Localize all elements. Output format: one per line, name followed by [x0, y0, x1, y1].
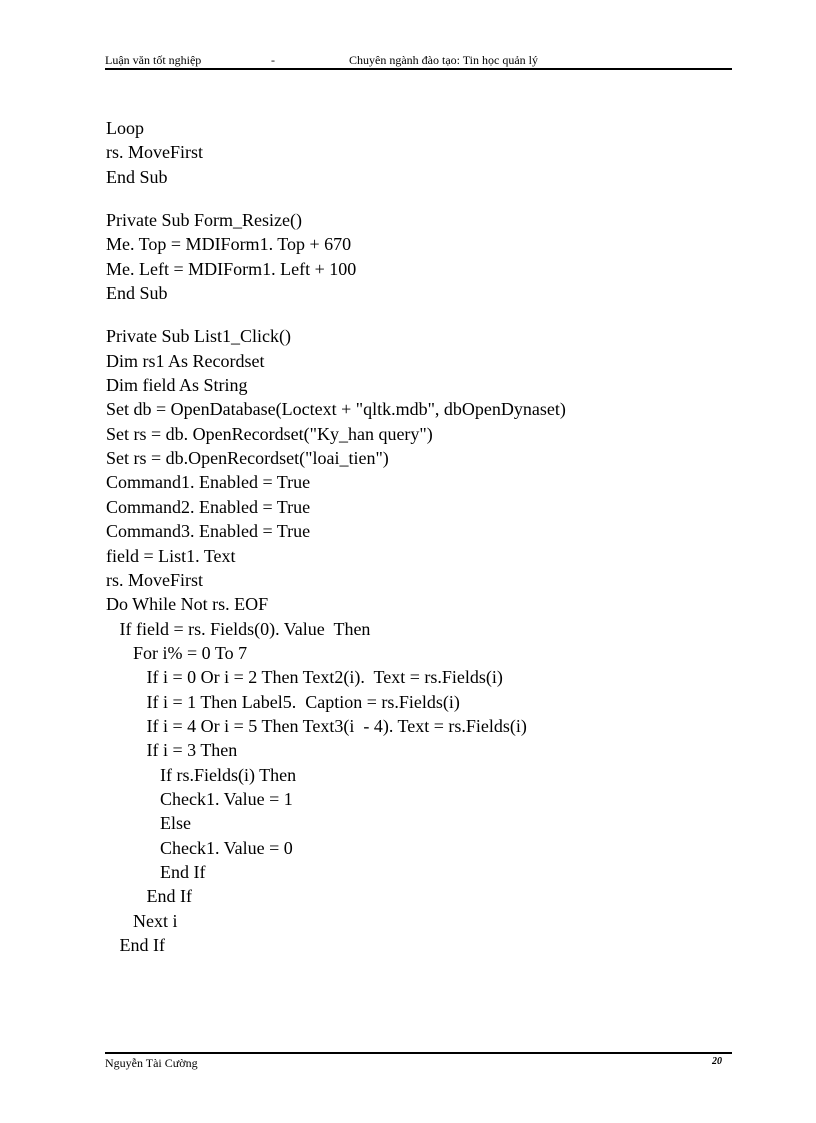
code-line: Do While Not rs. EOF: [106, 594, 269, 615]
code-line: If rs.Fields(i) Then: [106, 764, 297, 785]
page-number: 20: [712, 1056, 722, 1067]
header-separator: -: [271, 53, 275, 67]
code-line: End If: [106, 861, 206, 882]
header-rule: [105, 68, 732, 70]
code-line: Set rs = db. OpenRecordset("Ky_han query"): [106, 423, 433, 444]
code-line: Command3. Enabled = True: [106, 521, 311, 542]
block-gap: [106, 189, 746, 208]
code-line: Dim field As String: [106, 375, 248, 396]
code-line: Loop: [106, 118, 144, 138]
code-line: rs. MoveFirst: [106, 142, 204, 163]
code-line: Me. Left = MDIForm1. Left + 100: [106, 258, 357, 279]
footer-rule: [105, 1052, 732, 1054]
code-line: Private Sub Form_Resize(): [106, 210, 302, 231]
code-line: Next i: [106, 910, 178, 931]
code-line: Set rs = db.OpenRecordset("loai_tien"): [106, 448, 389, 469]
header-thesis-label: Luận văn tốt nghiệp: [105, 53, 202, 67]
code-line: For i% = 0 To 7: [106, 642, 248, 663]
code-line: End If: [106, 886, 192, 907]
code-line: Command2. Enabled = True: [106, 496, 311, 517]
header-major-label: Chuyên ngành đào tạo: Tin học quản lý: [349, 53, 538, 67]
code-line: If i = 3 Then: [106, 740, 238, 761]
code-line: Check1. Value = 1: [106, 788, 293, 809]
page-header: [105, 53, 732, 69]
code-line: Me. Top = MDIForm1. Top + 670: [106, 234, 352, 255]
code-line: Else: [106, 813, 191, 834]
code-line: If i = 4 Or i = 5 Then Text3(i - 4). Text = rs.Fields(i): [106, 715, 527, 736]
code-line: Set db = OpenDatabase(Loctext + "qltk.mdb", dbOpenDynaset): [106, 399, 566, 420]
code-line: Command1. Enabled = True: [106, 472, 311, 493]
code-line: Dim rs1 As Recordset: [106, 350, 265, 371]
code-line: rs. MoveFirst: [106, 569, 204, 590]
code-line: Private Sub List1_Click(): [106, 326, 291, 347]
code-line: End Sub: [106, 166, 168, 187]
footer-author: Nguyễn Tài Cường: [105, 1056, 198, 1070]
code-line: If i = 0 Or i = 2 Then Text2(i). Text = rs.Fields(i): [106, 667, 503, 688]
code-line: Check1. Value = 0: [106, 837, 293, 858]
code-line: End Sub: [106, 283, 168, 304]
code-listing: [106, 116, 746, 957]
code-line: If i = 1 Then Label5. Caption = rs.Fields(i): [106, 691, 460, 712]
code-line: field = List1. Text: [106, 545, 236, 566]
code-line: End If: [106, 935, 165, 955]
block-gap: [106, 305, 746, 324]
code-line: If field = rs. Fields(0). Value Then: [106, 618, 371, 639]
